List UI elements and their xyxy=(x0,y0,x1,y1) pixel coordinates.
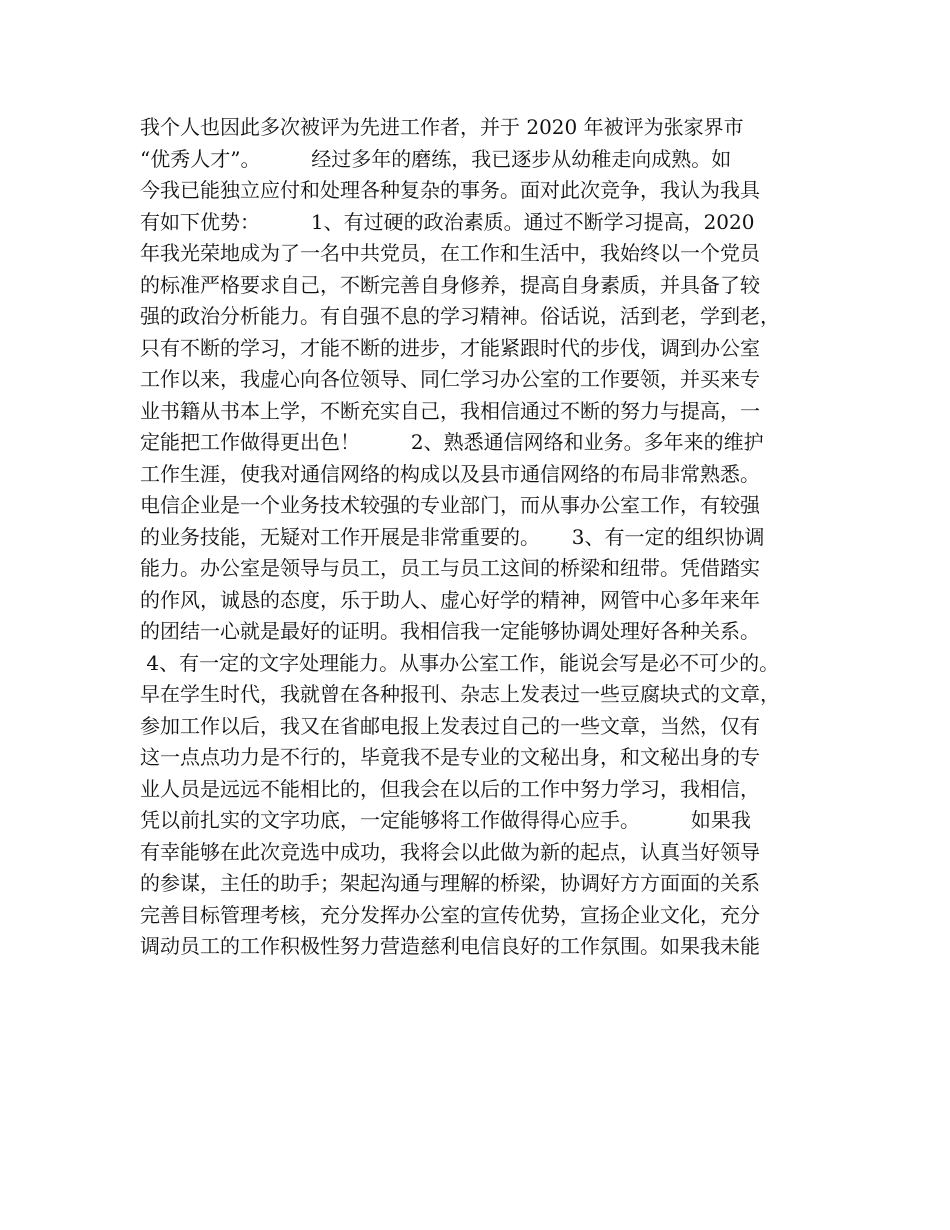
text-line: 的业务技能，无疑对工作开展是非常重要的。 3、有一定的组织协调 xyxy=(140,524,765,549)
text-line: 有幸能够在此次竞选中成功，我将会以此做为新的起点，认真当好领导 xyxy=(140,839,760,864)
text-line: 有如下优势： 1、有过硬的政治素质。通过不断学习提高，2020 xyxy=(140,209,755,234)
text-line: 这一点点功力是不行的，毕竟我不是专业的文秘出身，和文秘出身的专 xyxy=(140,745,760,769)
text-line: 凭以前扎实的文字功底，一定能够将工作做得得心应手。 如果我 xyxy=(140,808,751,832)
text-line: 年我光荣地成为了一名中共党员，在工作和生活中，我始终以一个党员 xyxy=(140,241,760,265)
text-line: 4、有一定的文字处理能力。从事办公室工作，能说会写是必不可少的。 xyxy=(140,650,780,675)
text-line: 强的政治分析能力。有自强不息的学习精神。俗话说，活到老，学到老， xyxy=(140,304,780,328)
text-line: 工作生涯，使我对通信网络的构成以及县市通信网络的布局非常熟悉。 xyxy=(140,461,760,486)
text-line: 的作风，诚恳的态度，乐于助人、虚心好学的精神，网管中心多年来年 xyxy=(140,587,760,612)
text-line: 电信企业是一个业务技术较强的专业部门，而从事办公室工作，有较强 xyxy=(140,493,760,517)
text-line: 定能把工作做得更出色！ 2、熟悉通信网络和业务。多年来的维护 xyxy=(140,430,764,454)
text-line: 能力。办公室是领导与员工，员工与员工这间的桥梁和纽带。凭借踏实 xyxy=(140,556,760,580)
text-line: 工作以来，我虚心向各位领导、同仁学习办公室的工作要领，并买来专 xyxy=(140,367,760,391)
text-line: 只有不断的学习，才能不断的进步，才能紧跟时代的步伐，调到办公室 xyxy=(140,335,760,360)
text-line: 调动员工的工作积极性努力营造慈利电信良好的工作氛围。如果我未能 xyxy=(140,934,760,958)
text-line: 的团结一心就是最好的证明。我相信我一定能够协调处理好各种关系。 xyxy=(140,619,760,643)
text-line: 完善目标管理考核，充分发挥办公室的宣传优势，宣扬企业文化，充分 xyxy=(140,902,760,927)
body-text xyxy=(140,112,840,963)
text-line: 业人员是远远不能相比的，但我会在以后的工作中努力学习，我相信， xyxy=(140,776,760,801)
text-line: 参加工作以后，我又在省邮电报上发表过自己的一些文章，当然，仅有 xyxy=(140,713,760,738)
text-line: 早在学生时代，我就曾在各种报刊、杂志上发表过一些豆腐块式的文章， xyxy=(140,682,780,706)
text-line: 业书籍从书本上学，不断充实自己，我相信通过不断的努力与提高，一 xyxy=(140,398,760,423)
text-line: 我个人也因此多次被评为先进工作者，并于 2020 年被评为张家界市 xyxy=(140,115,744,139)
text-line: 的标准严格要求自己，不断完善自身修养，提高自身素质，并具备了较 xyxy=(140,272,760,297)
text-line: 的参谋，主任的助手；架起沟通与理解的桥梁，协调好方方面面的关系 xyxy=(140,871,760,895)
text-line: “优秀人才”。 经过多年的磨练，我已逐步从幼稚走向成熟。如 xyxy=(140,146,732,171)
text-line: 今我已能独立应付和处理各种复杂的事务。面对此次竞争，我认为我具 xyxy=(140,178,760,202)
